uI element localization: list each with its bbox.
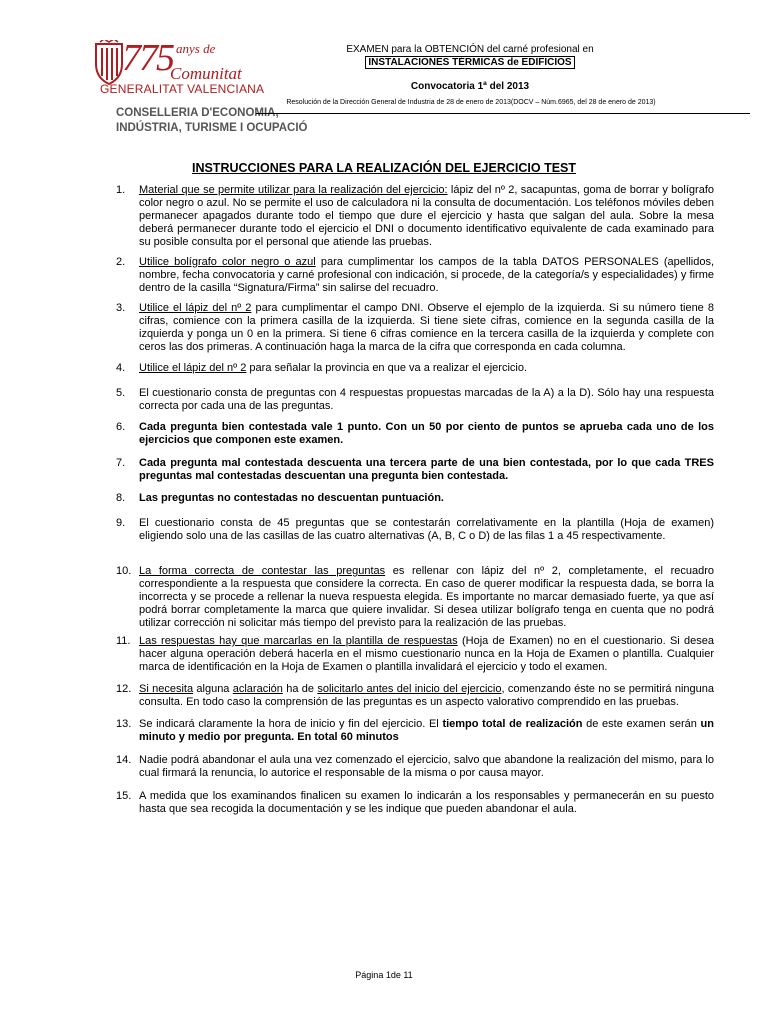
generalitat-logo: [92, 37, 308, 140]
instruction-number: 10.: [116, 565, 132, 577]
instruction-text: [139, 635, 714, 674]
instruction-text-segment: El cuestionario consta de 45 preguntas que se contestarán correlativamente en la plantilla (Hoja de examen) eligiendo solo una de las casillas de las cuatro alternativas (A, B, C o D) de las filas 1 a 45 respectivamente.: [139, 517, 714, 542]
instruction-text: [139, 362, 714, 375]
instruction-text-segment: Material que se permite utilizar para la realización del ejercicio:: [139, 184, 448, 196]
instruction-text-segment: lápiz del nº 2, sacapuntas, goma de borrar y bolígrafo color negro o azul. No se permite el uso de calculadora ni la consulta de documentación. Los teléfonos móviles deben permanecer apagados durante todo el tiempo que dure el ejercicio y hasta que salgan del aula. Sobre la mesa deberá permanecer durante todo el ejercicio el DNI o documento identificativo equivalente de cada examinado para su posible consulta por el personal que atiende las pruebas.: [139, 184, 714, 248]
instruction-text: [139, 302, 714, 354]
instruction-text-segment: un minuto y medio por pregunta. En total 60 minutos: [139, 718, 714, 743]
instruction-text: [139, 754, 714, 780]
instruction-text: [139, 517, 714, 543]
instruction-text-segment: Cada pregunta bien contestada vale 1 punto. Con un 50 por ciento de puntos se aprueba cada uno de los ejercicios que componen este examen.: [139, 421, 714, 446]
logo-name: GENERALITAT VALENCIANA: [100, 82, 265, 96]
instruction-text-segment: para cumplimentar el campo DNI. Observe el ejemplo de la izquierda. Si su número tiene 8 cifras, comience con la primera casilla de la izquierda. Si tiene siete cifras, comience en la segunda casilla de la izquierda y ponga un 0 en la primera. Si tiene 6 cifras comience en la tercera casilla de la izquierda y complete con ceros las dos primeras. A continuación haga la marca de la cifra que corresponda en cada columna.: [139, 302, 714, 353]
instruction-number: 7.: [116, 457, 126, 469]
instruction-number: 5.: [116, 387, 126, 399]
instruction-number: 12.: [116, 683, 132, 695]
instruction-text-segment: , comenzando éste no se permitirá ninguna consulta. En todo caso la comprensión de las preguntas es un aspecto valorativo comprendido en las pruebas.: [139, 683, 714, 708]
instruction-number: 2.: [116, 256, 126, 268]
instruction-text: [139, 256, 714, 295]
department-line-1: CONSELLERIA D'ECONOMIA,: [116, 107, 279, 119]
instruction-text: [139, 387, 714, 413]
page-number: Página 1de 11: [355, 970, 413, 980]
exam-header-line-2: [270, 57, 670, 68]
instruction-text: [139, 421, 714, 447]
instruction-text-segment: Las respuestas hay que marcarlas en la plantilla de respuestas: [139, 635, 458, 647]
instruction-number: 13.: [116, 718, 132, 730]
instruction-text-segment: Utilice el lápiz del nº 2: [139, 302, 252, 314]
instruction-text-segment: Nadie podrá abandonar el aula una vez comenzado el ejercicio, salvo que abandone la realización del mismo, para lo cual firmará la renuncia, lo autorice el responsable de la misma o por causa mayor.: [139, 754, 714, 779]
instruction-number: 9.: [116, 517, 126, 529]
instruction-text-segment: tiempo total de realización: [442, 718, 583, 730]
page-title: INSTRUCCIONES PARA LA REALIZACIÓN DEL EJERCICIO TEST: [191, 161, 577, 175]
instruction-number: 15.: [116, 790, 132, 802]
instruction-number: 3.: [116, 302, 126, 314]
resolution-reference: Resolución de la Dirección General de Industria de 28 de enero de 2013(DOCV – Núm.6965, del 28 de enero de 2013): [286, 99, 656, 106]
instruction-text-segment: Utilice el lápiz del nº 2: [139, 362, 247, 374]
header-divider: [256, 113, 750, 114]
instruction-text-segment: alguna: [193, 683, 233, 695]
exam-call: Convocatoria 1ª del 2013: [410, 81, 530, 92]
instruction-text: [139, 718, 714, 744]
instruction-text-segment: de este examen serán: [582, 718, 701, 730]
instruction-text-segment: Utilice bolígrafo color negro o azul: [139, 256, 316, 268]
instruction-text-segment: aclaración: [232, 683, 283, 695]
instruction-text: [139, 683, 714, 709]
instruction-number: 4.: [116, 362, 126, 374]
instruction-number: 11.: [116, 635, 131, 647]
instruction-text: [139, 492, 714, 505]
instruction-text-segment: es rellenar con lápiz del nº 2, completamente, el recuadro correspondiente a la respuesta que considere la correcta. En caso de querer modificar la respuesta dada, se borra la incorrecta y se procede a rellenar la nueva respuesta elegida. Es importante no marcar demasiado fuerte, ya que así podrá borrar completamente la marca que quiere invalidar. Si desea utilizar bolígrafo tenga en cuenta que no podrá utilizar corrección ni solicitar más tiempo del previsto para la realización de las pruebas.: [139, 565, 714, 629]
instruction-text-segment: para cumplimentar los campos de la tabla DATOS PERSONALES (apellidos, nombre, fecha convocatoria y carné profesional con indicación, si procede, de la categoría/s y especialidades) y firme dentro de la casilla “Signatura/Firma” sin salirse del recuadro.: [139, 256, 714, 294]
instruction-text-segment: A medida que los examinandos finalicen su examen lo indicarán a los responsables y permanecerán en su puesto hasta que sea recogida la documentación y se les indique que pueden abandonar el aula.: [139, 790, 714, 815]
logo-script-top: anys de: [176, 41, 216, 56]
instruction-text-segment: Se indicará claramente la hora de inicio y fin del ejercicio. El: [139, 718, 443, 730]
department-line-2: INDÚSTRIA, TURISME I OCUPACIÓ: [116, 122, 308, 134]
instruction-text: [139, 457, 714, 483]
instruction-text-segment: ha de: [282, 683, 318, 695]
instruction-text-segment: solicitarlo antes del inicio del ejercicio: [317, 683, 502, 695]
logo-script-bottom: Comunitat: [170, 64, 242, 83]
instruction-number: 6.: [116, 421, 126, 433]
instruction-text-segment: Si necesita: [139, 683, 194, 695]
instruction-text-segment: La forma correcta de contestar las preguntas: [139, 565, 386, 577]
instruction-number: 1.: [116, 184, 126, 196]
instruction-text: [139, 565, 714, 630]
department-name: [116, 106, 307, 136]
instruction-text-segment: Las preguntas no contestadas no descuentan puntuación.: [139, 492, 444, 504]
instruction-number: 8.: [116, 492, 126, 504]
instruction-text-segment: para señalar la provincia en que va a realizar el ejercicio.: [246, 362, 528, 374]
instruction-text-segment: Cada pregunta mal contestada descuenta una tercera parte de una bien contestada, por lo que cada TRES preguntas mal contestadas descuentan una pregunta bien contestada.: [139, 457, 714, 482]
logo-number: 775: [122, 37, 173, 79]
instruction-text-segment: El cuestionario consta de preguntas con 4 respuestas propuestas marcadas de la A) a la D). Sólo hay una respuesta correcta por cada una de las preguntas.: [139, 387, 714, 412]
instruction-text: [139, 790, 714, 816]
exam-header-line-1: EXAMEN para la OBTENCIÓN del carné profesional en: [346, 44, 594, 55]
coat-of-arms-icon: [92, 40, 126, 86]
instruction-number: 14.: [116, 754, 132, 766]
exam-specialty-box: INSTALACIONES TÉRMICAS de EDIFICIOS: [365, 56, 574, 69]
instruction-text-segment: (Hoja de Examen) no en el cuestionario. Si desea hacer alguna operación deberá hacerla en el mismo cuestionario nunca en la Hoja de Examen o plantilla. Cualquier marca de identificación en la Hoja de Examen o plantilla invalidará el ejercicio y todo el examen.: [139, 635, 714, 673]
instruction-text: [139, 184, 714, 249]
